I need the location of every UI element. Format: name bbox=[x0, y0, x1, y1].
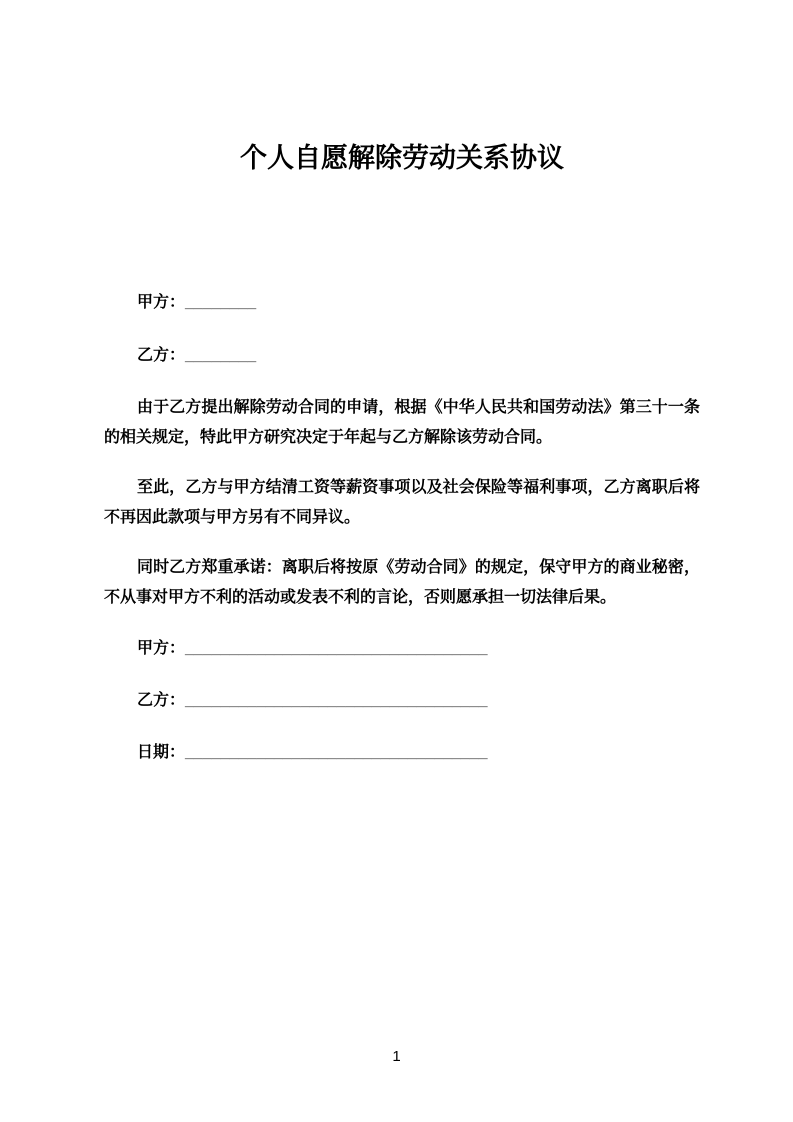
signature-block bbox=[104, 638, 700, 764]
paragraph-termination-reason: 由于乙方提出解除劳动合同的申请，根据《中华人民共和国劳动法》第三十一条的相关规定，特此甲方研究决定于年起与乙方解除该劳动合同。 bbox=[104, 399, 700, 446]
body-paragraphs bbox=[104, 393, 700, 613]
party-b-blank-field[interactable]: ________ bbox=[185, 347, 257, 364]
signature-date-label: 日期： bbox=[137, 744, 186, 761]
signature-date-line[interactable]: __________________________________ bbox=[185, 744, 488, 761]
signature-party-a-label: 甲方： bbox=[137, 640, 186, 657]
paragraph-salary-settlement: 至此，乙方与甲方结清工资等薪资事项以及社会保险等福利事项，乙方离职后将不再因此款项与甲方另有不同异议。 bbox=[104, 479, 700, 526]
party-a-blank-field[interactable]: ________ bbox=[185, 294, 257, 311]
signature-party-b-label: 乙方： bbox=[137, 692, 186, 709]
party-block bbox=[104, 292, 700, 367]
document-title: 个人自愿解除劳动关系协议 bbox=[240, 143, 564, 173]
signature-party-b-row bbox=[104, 690, 700, 712]
party-a-label: 甲方： bbox=[137, 294, 186, 311]
signature-party-a-row bbox=[104, 638, 700, 660]
page-number: 1 bbox=[392, 1048, 401, 1065]
signature-party-b-line[interactable]: __________________________________ bbox=[185, 692, 488, 709]
signature-party-a-line[interactable]: __________________________________ bbox=[185, 640, 488, 657]
signature-date-row bbox=[104, 742, 700, 764]
party-b-row bbox=[104, 345, 700, 367]
party-a-row bbox=[104, 292, 700, 314]
party-b-label: 乙方： bbox=[137, 347, 186, 364]
paragraph-confidentiality-promise: 同时乙方郑重承诺：离职后将按原《劳动合同》的规定，保守甲方的商业秘密，不从事对甲方不利的活动或发表不利的言论，否则愿承担一切法律后果。 bbox=[104, 559, 700, 606]
